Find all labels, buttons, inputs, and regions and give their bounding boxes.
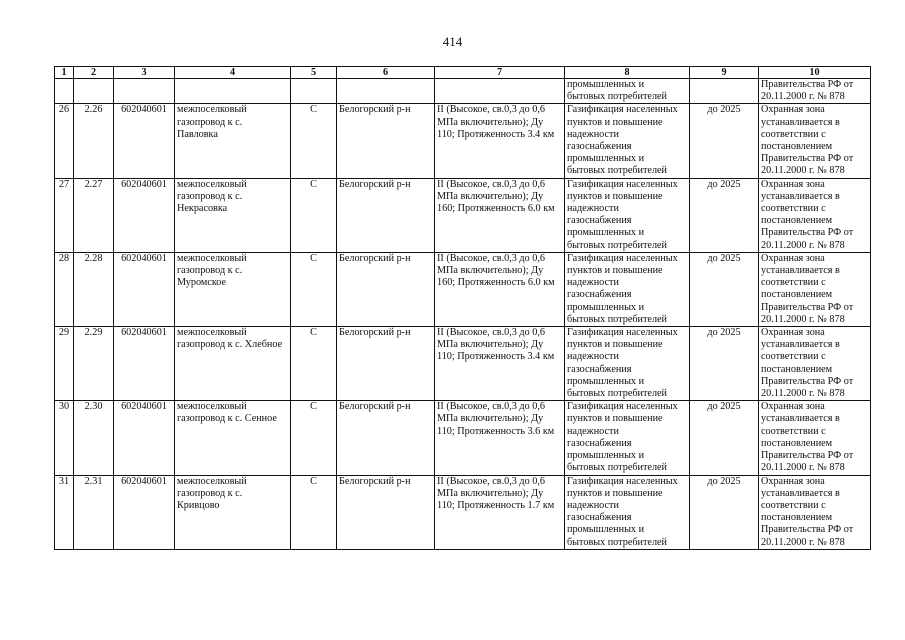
table-row bbox=[55, 104, 871, 178]
purpose-cell: Газификация населенных пунктов и повышение надежности газоснабжения промышленных и бытовых потребителей bbox=[565, 104, 690, 178]
object-name-cell: межпоселковый газопровод к с. Некрасовка bbox=[175, 178, 291, 252]
term-cell: до 2025 bbox=[690, 104, 759, 178]
parameters-cell: II (Высокое, св.0,3 до 0,6 МПа включительно); Ду 160; Протяженность 6.0 км bbox=[435, 178, 565, 252]
table-row bbox=[55, 178, 871, 252]
district-cell: Белогорский р-н bbox=[337, 178, 435, 252]
district-cell: Белогорский р-н bbox=[337, 252, 435, 326]
object-name-cell: межпоселковый газопровод к с. Муромское bbox=[175, 252, 291, 326]
object-name-cell: межпоселковый газопровод к с. Сенное bbox=[175, 401, 291, 475]
protection-zone-cell: Охранная зона устанавливается в соответствии с постановлением Правительства РФ от 20.11.2000 г. № 878 bbox=[759, 252, 871, 326]
row-number-cell: 27 bbox=[55, 178, 74, 252]
table-row bbox=[55, 327, 871, 401]
column-header: 1 bbox=[55, 67, 74, 79]
row-number-cell: 29 bbox=[55, 327, 74, 401]
column-header: 9 bbox=[690, 67, 759, 79]
status-cell: С bbox=[291, 252, 337, 326]
status-cell: С bbox=[291, 475, 337, 549]
item-code-cell: 2.31 bbox=[74, 475, 114, 549]
column-header: 4 bbox=[175, 67, 291, 79]
purpose-cell: Газификация населенных пунктов и повышение надежности газоснабжения промышленных и бытовых потребителей bbox=[565, 327, 690, 401]
column-header: 2 bbox=[74, 67, 114, 79]
row-number-cell: 28 bbox=[55, 252, 74, 326]
district-cell: Белогорский р-н bbox=[337, 475, 435, 549]
protection-zone-cell: Охранная зона устанавливается в соответствии с постановлением Правительства РФ от 20.11.2000 г. № 878 bbox=[759, 401, 871, 475]
object-name-cell: межпоселковый газопровод к с. Хлебное bbox=[175, 327, 291, 401]
object-name-cell: межпоселковый газопровод к с. Кривцово bbox=[175, 475, 291, 549]
oktmo-code-cell: 602040601 bbox=[114, 475, 175, 549]
object-name-cell: межпоселковый газопровод к с. Павловка bbox=[175, 104, 291, 178]
term-cell: до 2025 bbox=[690, 178, 759, 252]
column-header: 5 bbox=[291, 67, 337, 79]
table-row bbox=[55, 475, 871, 549]
oktmo-code-cell: 602040601 bbox=[114, 252, 175, 326]
parameters-cell: II (Высокое, св.0,3 до 0,6 МПа включительно); Ду 160; Протяженность 6.0 км bbox=[435, 252, 565, 326]
item-code-cell: 2.30 bbox=[74, 401, 114, 475]
parameters-cell: II (Высокое, св.0,3 до 0,6 МПа включительно); Ду 110; Протяженность 3.6 км bbox=[435, 401, 565, 475]
status-cell: С bbox=[291, 104, 337, 178]
continuation-row bbox=[55, 79, 871, 104]
term-cell: до 2025 bbox=[690, 252, 759, 326]
parameters-cell: II (Высокое, св.0,3 до 0,6 МПа включительно); Ду 110; Протяженность 1.7 км bbox=[435, 475, 565, 549]
district-cell: Белогорский р-н bbox=[337, 327, 435, 401]
term-cell: до 2025 bbox=[690, 475, 759, 549]
header-row bbox=[55, 67, 871, 79]
item-code-cell: 2.29 bbox=[74, 327, 114, 401]
protection-zone-cell: Охранная зона устанавливается в соответствии с постановлением Правительства РФ от 20.11.2000 г. № 878 bbox=[759, 475, 871, 549]
district-cell: Белогорский р-н bbox=[337, 401, 435, 475]
protection-zone-cell: Охранная зона устанавливается в соответствии с постановлением Правительства РФ от 20.11.2000 г. № 878 bbox=[759, 327, 871, 401]
status-cell: С bbox=[291, 401, 337, 475]
oktmo-code-cell: 602040601 bbox=[114, 178, 175, 252]
purpose-cell: Газификация населенных пунктов и повышение надежности газоснабжения промышленных и бытовых потребителей bbox=[565, 178, 690, 252]
column-header: 3 bbox=[114, 67, 175, 79]
item-code-cell: 2.27 bbox=[74, 178, 114, 252]
item-code-cell: 2.26 bbox=[74, 104, 114, 178]
protection-zone-cell: Охранная зона устанавливается в соответствии с постановлением Правительства РФ от 20.11.2000 г. № 878 bbox=[759, 178, 871, 252]
registry-table bbox=[54, 66, 871, 550]
oktmo-code-cell: 602040601 bbox=[114, 327, 175, 401]
row-number-cell: 26 bbox=[55, 104, 74, 178]
oktmo-code-cell: 602040601 bbox=[114, 401, 175, 475]
status-cell: С bbox=[291, 327, 337, 401]
protection-zone-cell: Охранная зона устанавливается в соответствии с постановлением Правительства РФ от 20.11.2000 г. № 878 bbox=[759, 104, 871, 178]
row-number-cell: 30 bbox=[55, 401, 74, 475]
row-number-cell: 31 bbox=[55, 475, 74, 549]
page-number: 414 bbox=[442, 34, 463, 49]
table-row bbox=[55, 252, 871, 326]
continuation-purpose-cell: промышленных и бытовых потребителей bbox=[565, 79, 690, 104]
purpose-cell: Газификация населенных пунктов и повышение надежности газоснабжения промышленных и бытовых потребителей bbox=[565, 401, 690, 475]
status-cell: С bbox=[291, 178, 337, 252]
column-header: 6 bbox=[337, 67, 435, 79]
purpose-cell: Газификация населенных пунктов и повышение надежности газоснабжения промышленных и бытовых потребителей bbox=[565, 475, 690, 549]
table-row bbox=[55, 401, 871, 475]
term-cell: до 2025 bbox=[690, 327, 759, 401]
column-header: 7 bbox=[435, 67, 565, 79]
column-header: 8 bbox=[565, 67, 690, 79]
oktmo-code-cell: 602040601 bbox=[114, 104, 175, 178]
term-cell: до 2025 bbox=[690, 401, 759, 475]
parameters-cell: II (Высокое, св.0,3 до 0,6 МПа включительно); Ду 110; Протяженность 3.4 км bbox=[435, 327, 565, 401]
item-code-cell: 2.28 bbox=[74, 252, 114, 326]
district-cell: Белогорский р-н bbox=[337, 104, 435, 178]
column-header: 10 bbox=[759, 67, 871, 79]
purpose-cell: Газификация населенных пунктов и повышение надежности газоснабжения промышленных и бытовых потребителей bbox=[565, 252, 690, 326]
parameters-cell: II (Высокое, св.0,3 до 0,6 МПа включительно); Ду 110; Протяженность 3.4 км bbox=[435, 104, 565, 178]
continuation-zone-cell: Правительства РФ от 20.11.2000 г. № 878 bbox=[759, 79, 871, 104]
